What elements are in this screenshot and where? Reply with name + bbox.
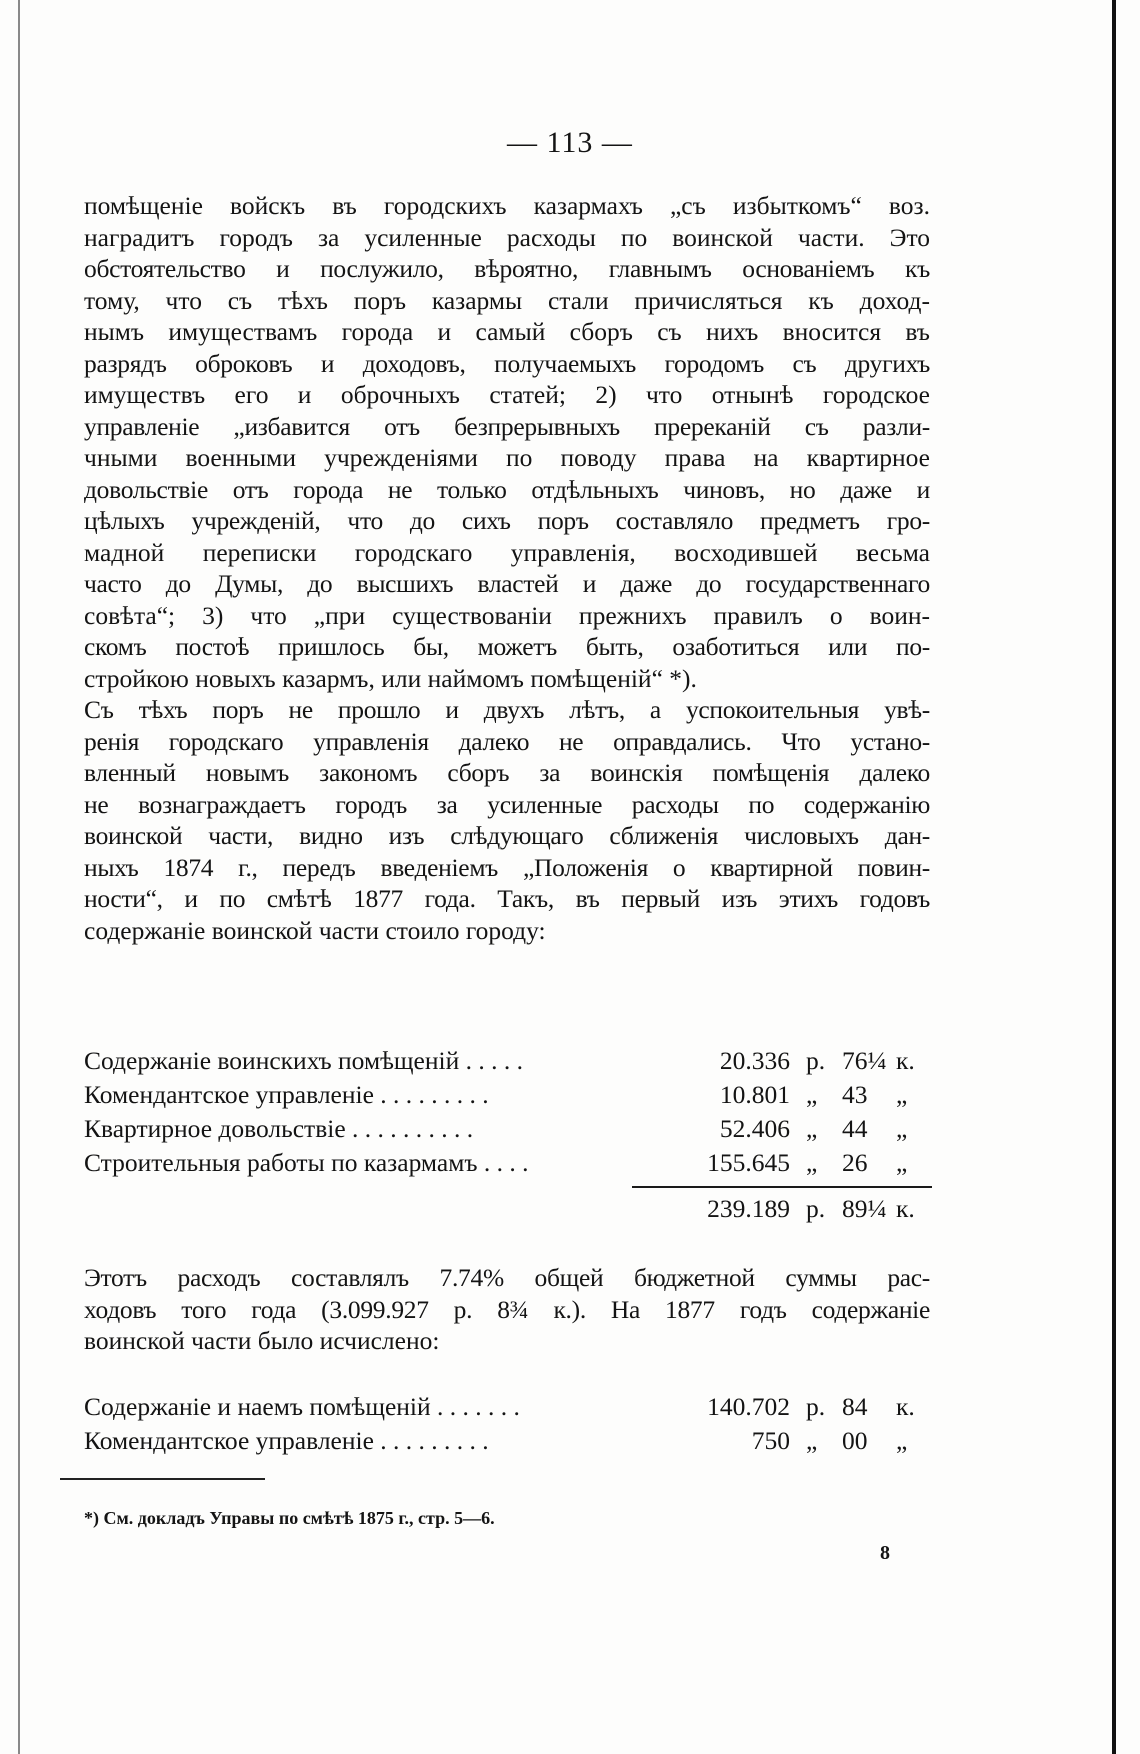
row-unit: р. <box>806 1392 826 1421</box>
total-sum: 239.189 <box>707 1194 790 1223</box>
row-sum: 10.801 <box>719 1080 790 1109</box>
text-line: цѣлыхъ учрежденій, что до сихъ поръ составляло предметъ гро- <box>84 506 930 535</box>
row-sum: 140.702 <box>707 1392 790 1421</box>
text-line: стройкою новыхъ казармъ, или наймомъ помѣщеній“ *). <box>84 663 697 693</box>
footnote: *) См. докладъ Управы по смѣтѣ 1875 г., стр. 5—6. <box>84 1508 495 1528</box>
page-number: — 113 — <box>507 126 633 159</box>
text-line: ренія городскаго управленія далеко не оправдались. Что устано- <box>84 726 930 756</box>
row-item: Строительныя работы по казармамъ . . . . <box>84 1148 529 1177</box>
row-sum: 750 <box>751 1426 790 1455</box>
row-sum: 52.406 <box>719 1114 790 1143</box>
table-row <box>84 1148 930 1182</box>
table-row <box>84 1392 930 1426</box>
row-kop: 26 <box>842 1148 868 1177</box>
text-line: управленіе „избавится отъ безпрерывныхъ пререканій съ разли- <box>84 411 930 441</box>
paragraph-2 <box>84 694 930 946</box>
row-kunit: к. <box>896 1046 915 1075</box>
expense-table-1874 <box>84 1046 930 1228</box>
row-kunit: „ <box>896 1426 908 1455</box>
text-line: совѣта“; 3) что „при существованіи прежнихъ правилъ о воин- <box>84 600 930 630</box>
text-line: вленный новымъ закономъ сборъ за воинскія помѣщенія далеко <box>84 758 930 787</box>
row-kop: 44 <box>842 1114 868 1143</box>
text-line: Съ тѣхъ поръ не прошло и двухъ лѣтъ, а успокоительныя увѣ- <box>84 695 930 724</box>
row-item: Комендантское управленіе . . . . . . . . . <box>84 1426 489 1455</box>
row-kunit: „ <box>896 1080 908 1109</box>
signature-mark: 8 <box>880 1542 890 1564</box>
text-line: чными военными учрежденіями по поводу права на квартирное <box>84 443 930 472</box>
row-kunit: „ <box>896 1114 908 1143</box>
text-line: содержаніе воинской части стоило городу: <box>84 915 546 945</box>
row-item: Комендантское управленіе . . . . . . . . . <box>84 1080 489 1109</box>
row-kunit: к. <box>896 1392 915 1421</box>
total-kunit: к. <box>896 1194 915 1223</box>
text-line: наградитъ городъ за усиленные расходы по воинской части. Это <box>84 222 930 252</box>
scan-edge-right <box>1112 0 1116 1754</box>
row-sum: 155.645 <box>707 1148 790 1177</box>
text-line: ныхъ 1874 г., передъ введеніемъ „Положенія о квартирной повин- <box>84 852 930 882</box>
table-row <box>84 1080 930 1114</box>
text-line: Этотъ расходъ составлялъ 7.74% общей бюджетной суммы рас- <box>84 1263 930 1292</box>
text-line: скомъ постоѣ пришлось бы, можетъ быть, озаботиться или по- <box>84 632 930 661</box>
text-line: часто до Думы, до высшихъ властей и даже до государственнаго <box>84 569 930 598</box>
text-line: довольствіе отъ города не только отдѣльныхъ чиновъ, но даже и <box>84 474 930 504</box>
row-kop: 76¼ <box>842 1046 887 1075</box>
row-item: Содержаніе и наемъ помѣщеній . . . . . . . <box>84 1392 520 1421</box>
row-item: Квартирное довольствіе . . . . . . . . . . <box>84 1114 474 1143</box>
text-line: нымъ имуществамъ города и самый сборъ съ нихъ вносится въ <box>84 317 930 346</box>
row-unit: р. <box>806 1046 826 1075</box>
row-kop: 84 <box>842 1392 868 1421</box>
expense-table-1877 <box>84 1392 930 1460</box>
text-line: ности“, и по смѣтѣ 1877 года. Такъ, въ первый изъ этихъ годовъ <box>84 884 930 913</box>
paragraph-1 <box>84 190 930 694</box>
paragraph-3 <box>84 1262 930 1357</box>
text-line: имуществъ его и оброчныхъ статей; 2) что отнынѣ городское <box>84 380 930 409</box>
row-item: Содержаніе воинскихъ помѣщеній . . . . . <box>84 1046 524 1075</box>
total-kop: 89¼ <box>842 1194 887 1223</box>
text-line: мадной переписки городскаго управленія, восходившей весьма <box>84 537 930 567</box>
table-row <box>84 1114 930 1148</box>
table-total-row <box>84 1194 930 1228</box>
scan-edge-left <box>18 0 20 1754</box>
text-line: разрядъ оброковъ и доходовъ, получаемыхъ городомъ съ другихъ <box>84 348 930 378</box>
text-line: воинской части было исчислено: <box>84 1326 440 1355</box>
row-kop: 00 <box>842 1426 868 1455</box>
table-row <box>84 1046 930 1080</box>
sum-rule <box>632 1186 932 1188</box>
row-unit: „ <box>806 1426 818 1455</box>
total-unit: р. <box>806 1194 826 1223</box>
text-line: ходовъ того года (3.099.927 р. 8¾ к.). На 1877 годъ содержаніе <box>84 1294 930 1324</box>
text-line: обстоятельство и послужило, вѣроятно, главнымъ основаніемъ къ <box>84 254 930 283</box>
row-unit: „ <box>806 1114 818 1143</box>
footnote-rule <box>60 1478 265 1480</box>
row-unit: „ <box>806 1080 818 1109</box>
text-line: помѣщеніе войскъ въ городскихъ казармахъ „съ избыткомъ“ воз. <box>84 191 930 220</box>
body-text <box>84 190 930 946</box>
text-line: не вознаграждаетъ городъ за усиленные расходы по содержанію <box>84 789 930 819</box>
row-sum: 20.336 <box>719 1046 790 1075</box>
text-line: воинской части, видно изъ слѣдующаго сближенія числовыхъ дан- <box>84 821 930 850</box>
row-unit: „ <box>806 1148 818 1177</box>
row-kunit: „ <box>896 1148 908 1177</box>
row-kop: 43 <box>842 1080 868 1109</box>
text-line: тому, что съ тѣхъ поръ казармы стали причисляться къ доход- <box>84 285 930 315</box>
table-row <box>84 1426 930 1460</box>
